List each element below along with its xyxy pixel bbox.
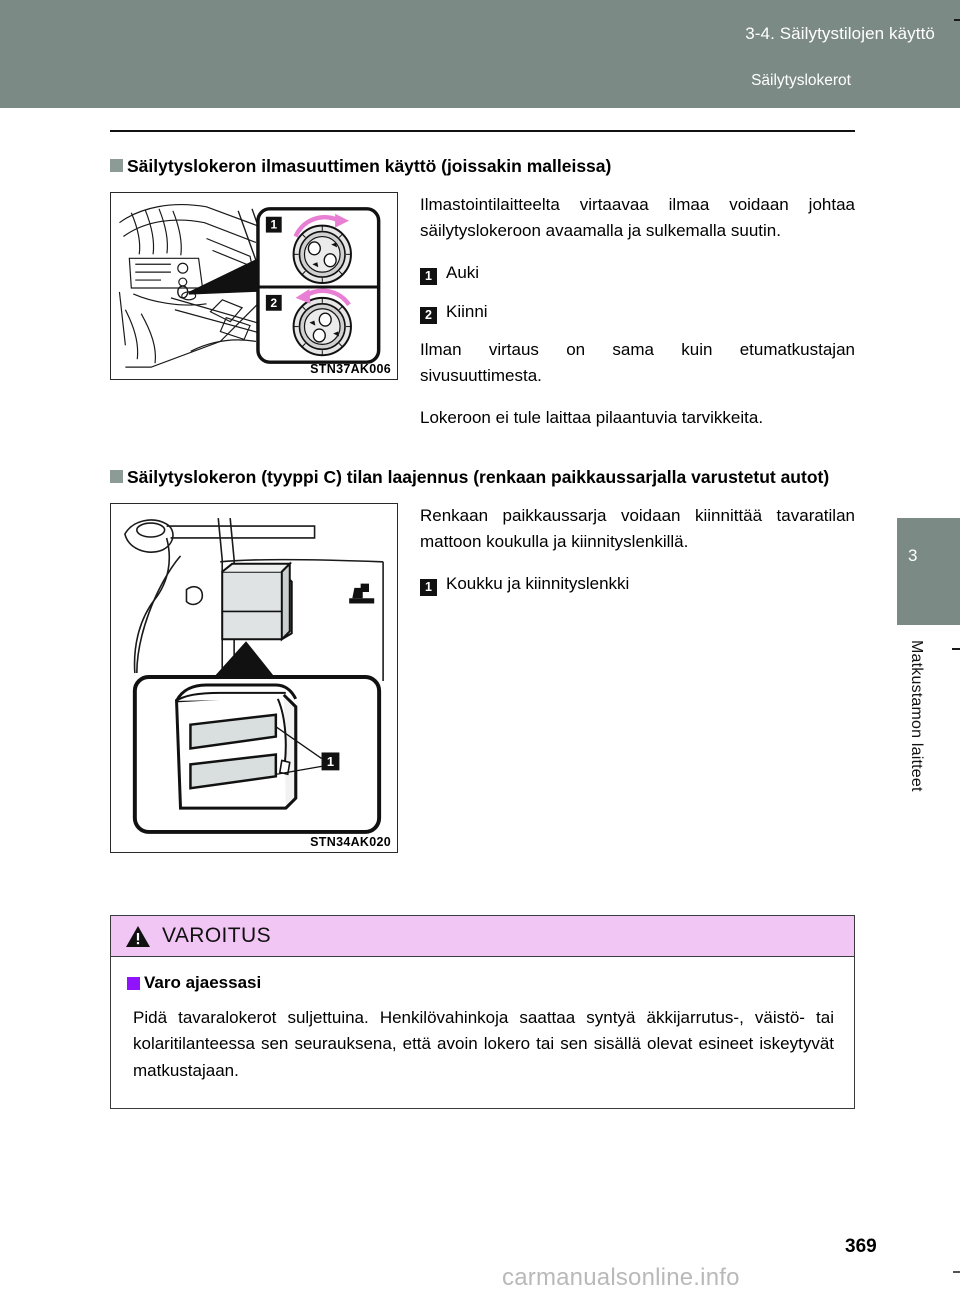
chapter-side-tab <box>897 518 960 625</box>
callout-1-1 <box>420 260 855 286</box>
figure-code-1: STN37AK006 <box>310 362 391 377</box>
section-heading-2 <box>110 465 855 489</box>
section-spacer-1 <box>110 431 855 465</box>
page-number: 369 <box>845 1236 877 1257</box>
section-heading-text: Säilytyslokeron (tyyppi C) tilan laajennus (renkaan paikkaussarjalla varustetut autot) <box>127 466 830 487</box>
warning-subtitle: Varo ajaessasi <box>144 973 262 993</box>
footer-edge-tick <box>953 1271 960 1273</box>
warning-subtitle-row <box>127 973 836 993</box>
svg-text:1: 1 <box>326 753 335 769</box>
section-heading-1 <box>110 154 855 178</box>
figure-repair-kit-illustration <box>111 504 397 852</box>
figure-code-2: STN34AK020 <box>310 835 391 850</box>
figure-air-vent-illustration <box>111 193 397 379</box>
warning-title: VAROITUS <box>162 924 271 948</box>
callout-label: Koukku ja kiinnityslenkki <box>446 573 630 593</box>
figure-repair-kit-hooks <box>110 503 398 853</box>
side-edge-tick <box>952 648 960 650</box>
callout-number-badge: 2 <box>420 307 437 324</box>
callout-label: Kiinni <box>446 301 488 321</box>
chapter-vertical-label: Matkustamon laitteet <box>908 640 925 792</box>
page-header-band <box>0 0 960 108</box>
warning-box <box>110 915 855 1109</box>
section-2-paragraph-1: Renkaan paikkaussarja voidaan kiinnittää tavaratilan mattoon koukulla ja kiinnityslenkillä. <box>420 506 855 551</box>
header-edge-tick <box>954 19 960 21</box>
warning-spacer <box>110 853 855 915</box>
callout-1-2 <box>420 299 855 325</box>
content-top-rule <box>110 130 855 132</box>
warning-body <box>111 957 854 1108</box>
section-bullet-icon <box>110 470 123 483</box>
header-chapter-title: 3-4. Säilytystilojen käyttö <box>745 24 935 43</box>
section-1-paragraph-1: Ilmastointilaitteelta virtaavaa ilmaa voidaan johtaa säilytyslokeroon avaamalla ja sulkemalla suutin. <box>420 195 855 240</box>
warning-triangle-icon <box>125 925 151 948</box>
chapter-number: 3 <box>908 546 918 565</box>
section-2-row <box>110 503 855 853</box>
callout-number-badge: 1 <box>420 268 437 285</box>
section-bullet-icon <box>110 159 123 172</box>
section-1-row <box>110 192 855 431</box>
warning-bullet-icon <box>127 977 140 990</box>
warning-text: Pidä tavaralokerot suljettuina. Henkilövahinkoja saattaa syntyä äkkijarrutus-, väistö- tai kolaritilanteessa sen seurauksena, että avoin lokero tai sen sisällä olevat esineet iskeytyvät matkustajaan. <box>133 1008 834 1080</box>
callout-2-1 <box>420 571 855 597</box>
section-1-paragraph-2: Ilman virtaus on sama kuin etumatkustajan sivusuuttimesta. <box>420 340 855 386</box>
section-1-text <box>398 192 855 431</box>
callout-label: Auki <box>446 262 480 282</box>
svg-text:1: 1 <box>270 217 278 232</box>
site-watermark: carmanualsonline.info <box>502 1264 740 1291</box>
warning-header <box>111 916 854 957</box>
figure-air-vent-dials <box>110 192 398 380</box>
page-content <box>110 130 855 1109</box>
section-2-text <box>398 503 855 609</box>
header-section-title: Säilytyslokerot <box>751 72 851 89</box>
section-1-paragraph-3: Lokeroon ei tule laittaa pilaantuvia tarvikkeita. <box>420 408 764 428</box>
svg-text:2: 2 <box>270 295 278 310</box>
section-heading-text: Säilytyslokeron ilmasuuttimen käyttö (joissakin malleissa) <box>127 156 612 176</box>
callout-number-badge: 1 <box>420 579 437 596</box>
